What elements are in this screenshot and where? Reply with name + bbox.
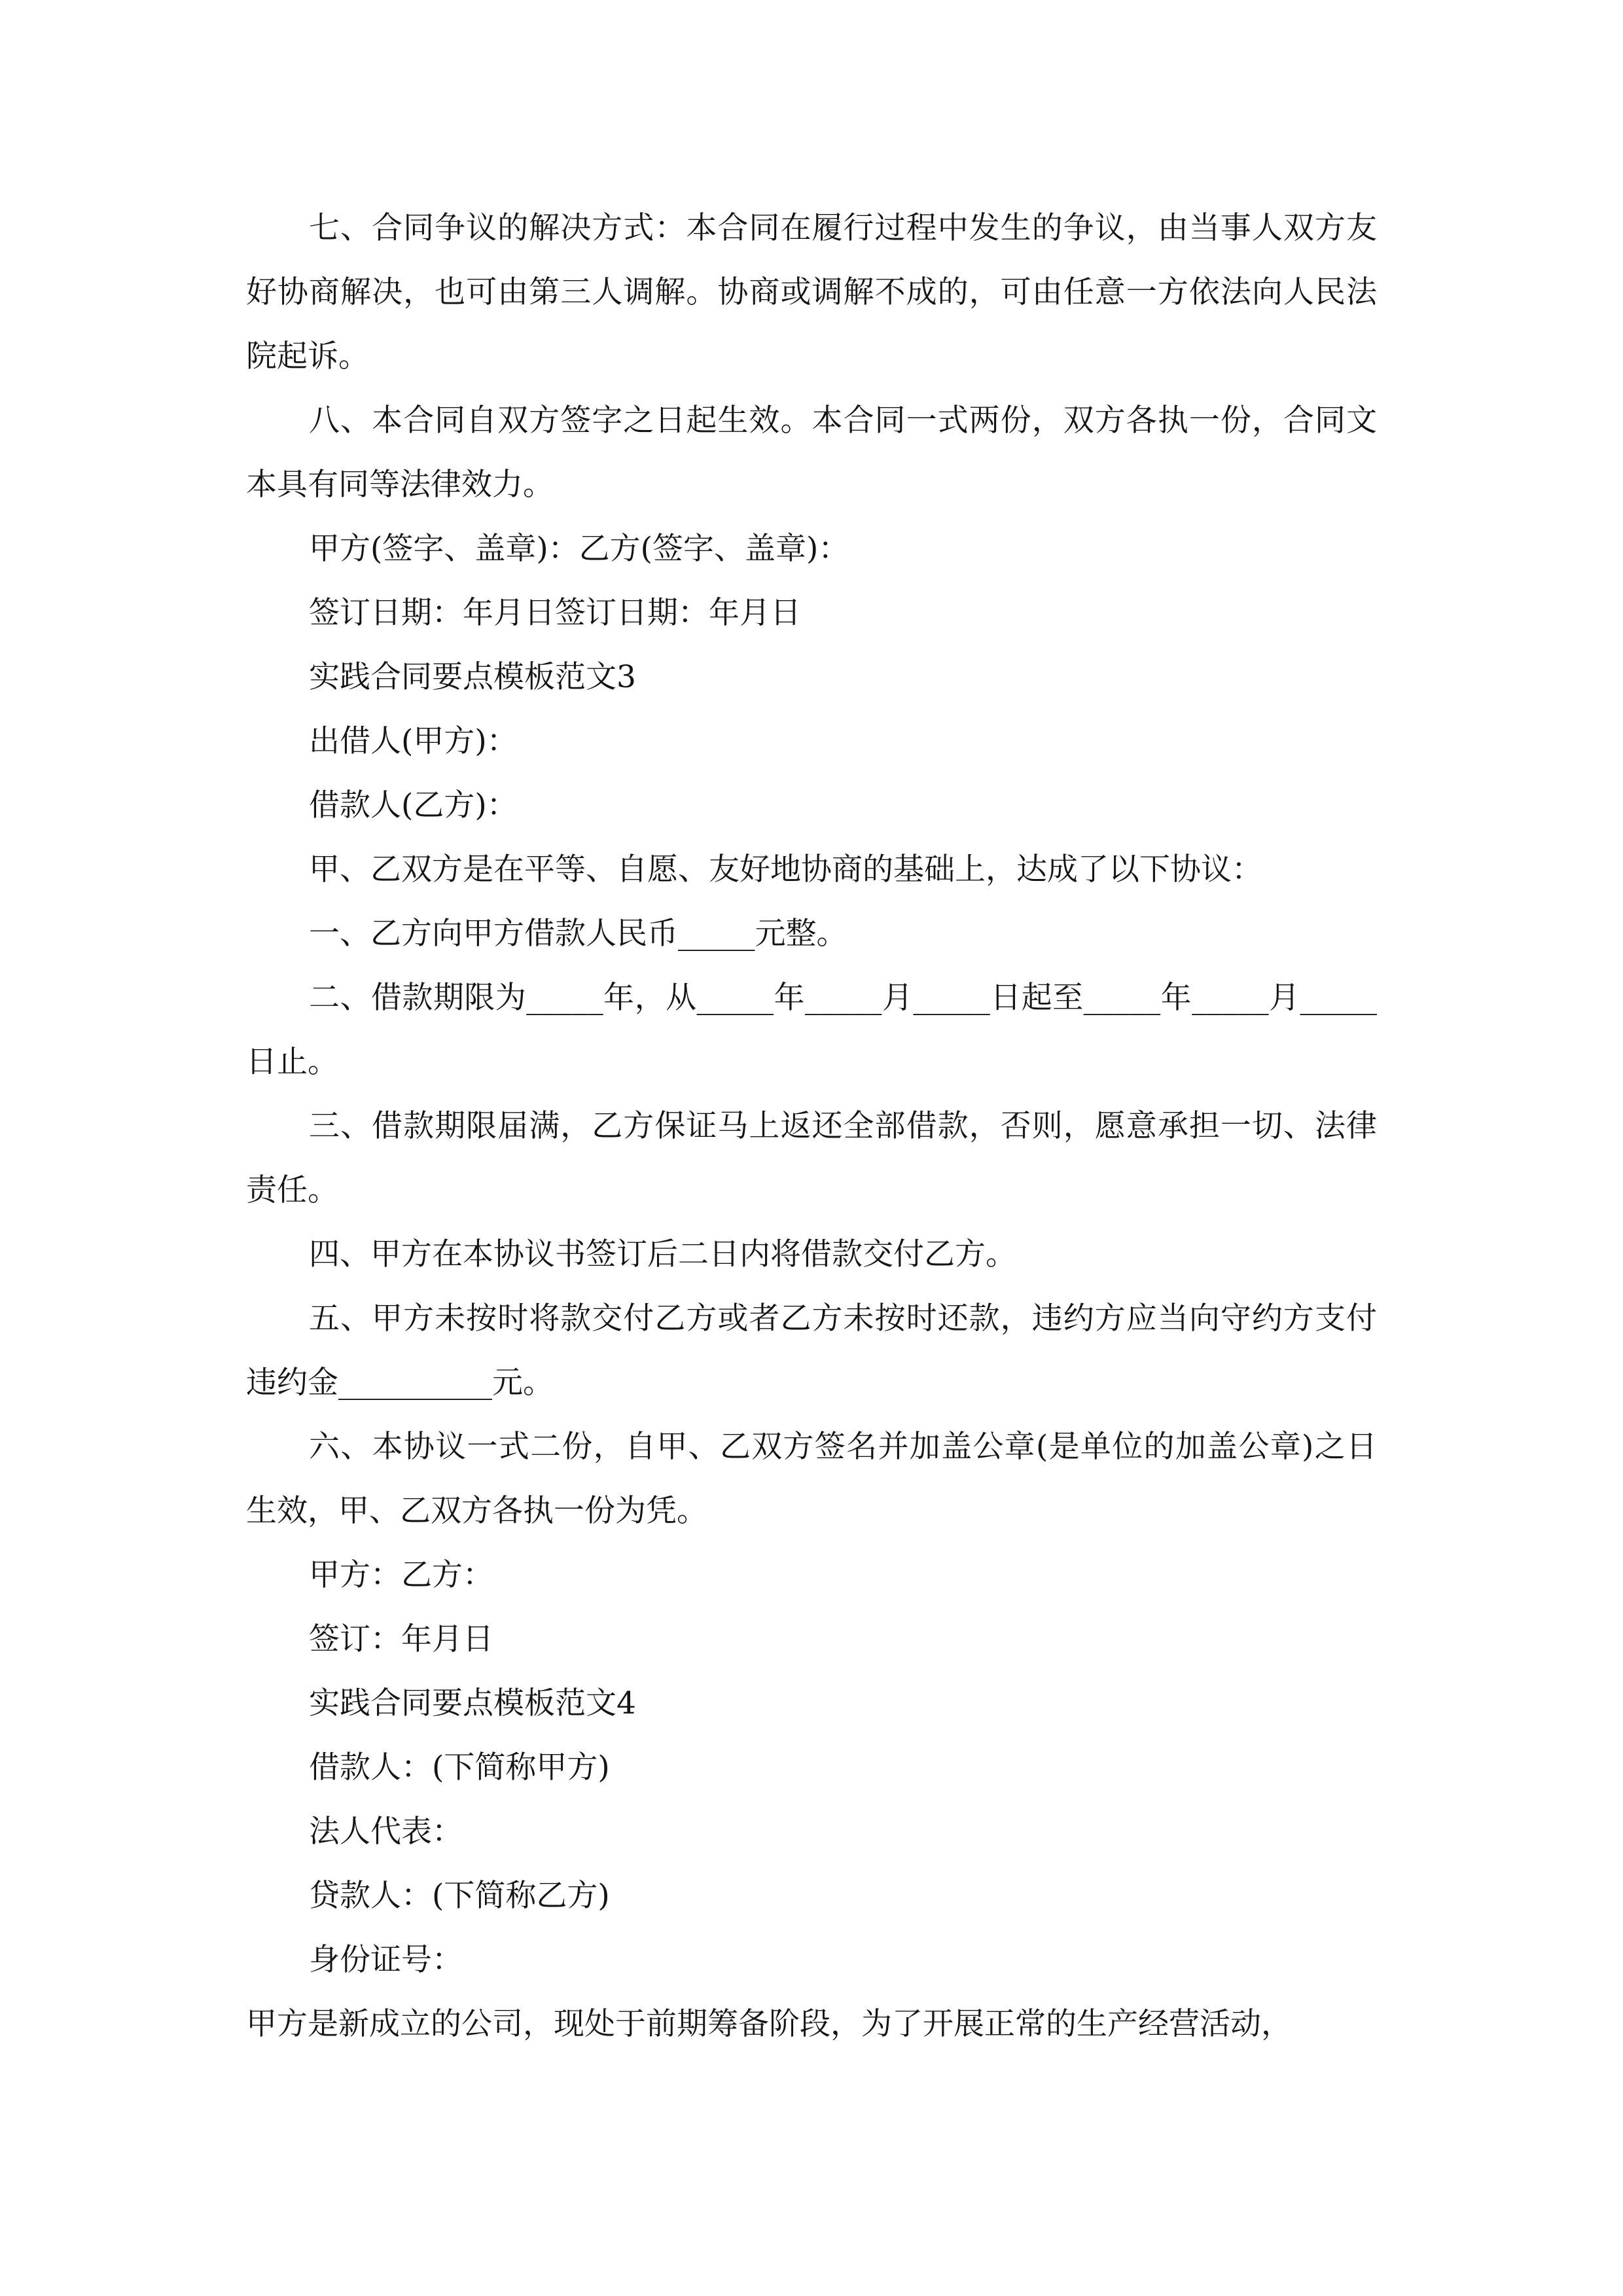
borrower-party-b-line: 借款人(乙方)：	[309, 787, 518, 823]
document-body	[246, 196, 1377, 2056]
clause-2-loan-term: 二、借款期限为_____年，从_____年_____月_____日起至_____年_____月_____日止。	[246, 980, 1377, 1080]
signing-date-line-2: 签订：年月日	[309, 1621, 493, 1657]
clause-1-loan-amount: 一、乙方向甲方借款人民币_____元整。	[309, 916, 847, 952]
borrower-line: 借款人：(下简称甲方)	[309, 1749, 610, 1785]
section-heading-template-3: 实践合同要点模板范文3	[309, 659, 636, 695]
clause-7-dispute-resolution: 七、合同争议的解决方式：本合同在履行过程中发生的争议，由当事人双方友好协商解决，也可由第三人调解。协商或调解不成的，可由任意一方依法向人民法院起诉。	[246, 210, 1377, 374]
section-heading-template-4: 实践合同要点模板范文4	[309, 1685, 636, 1721]
clause-5-penalty: 五、甲方未按时将款交付乙方或者乙方未按时还款，违约方应当向守约方支付违约金__________元。	[246, 1300, 1377, 1401]
id-number-line: 身份证号：	[309, 1942, 463, 1978]
legal-representative-line: 法人代表：	[309, 1814, 463, 1850]
company-background-paragraph: 甲方是新成立的公司，现处于前期筹备阶段，为了开展正常的生产经营活动，	[246, 2006, 1292, 2042]
clause-3-repayment: 三、借款期限届满，乙方保证马上返还全部借款，否则，愿意承担一切、法律责任。	[246, 1108, 1377, 1208]
clause-8-effectiveness: 八、本合同自双方签字之日起生效。本合同一式两份，双方各执一份，合同文本具有同等法律效力。	[246, 403, 1377, 503]
agreement-preamble: 甲、乙双方是在平等、自愿、友好地协商的基础上，达成了以下协议：	[309, 852, 1262, 888]
clause-4-disbursement: 四、甲方在本协议书签订后二日内将借款交付乙方。	[309, 1236, 1016, 1272]
lender-line: 贷款人：(下简称乙方)	[309, 1878, 610, 1914]
lender-party-a-line: 出借人(甲方)：	[309, 723, 518, 759]
parties-signature-line: 甲方：乙方：	[309, 1557, 493, 1593]
clause-6-copies: 六、本协议一式二份，自甲、乙双方签名并加盖公章(是单位的加盖公章)之日生效，甲、乙双方各执一份为凭。	[246, 1429, 1377, 1529]
signing-date-line: 签订日期：年月日签订日期：年月日	[309, 595, 801, 631]
signature-parties-line: 甲方(签字、盖章)：乙方(签字、盖章)：	[309, 531, 849, 567]
